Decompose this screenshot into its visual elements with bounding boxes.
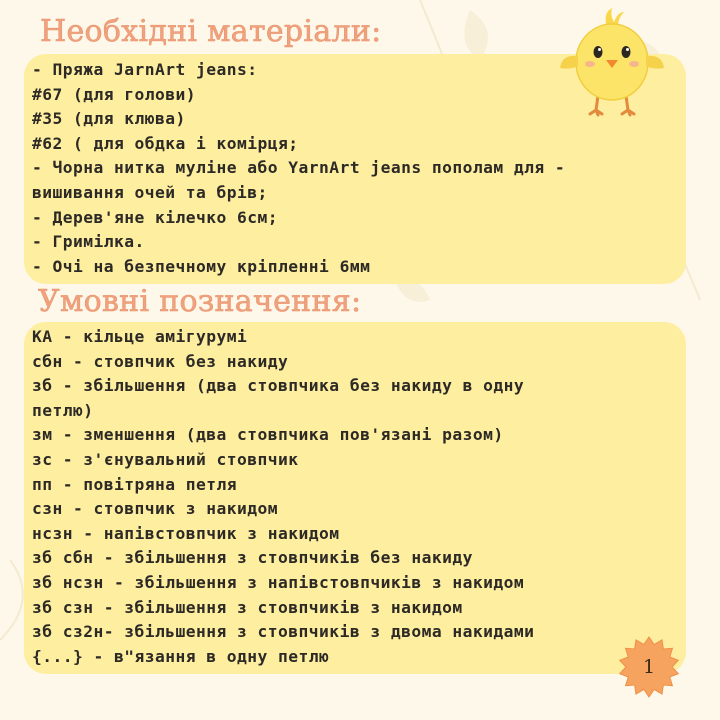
list-item: нсзн - напівстовпчик з накидом bbox=[32, 523, 340, 543]
list-item: - Гримілка. bbox=[32, 232, 145, 252]
list-item: КА - кільце амігурумі bbox=[32, 327, 248, 346]
materials-heading: Необхідні матеріали: bbox=[40, 14, 382, 49]
list-item: зб нсзн - збільшення з напівстовпчиків з накидом bbox=[32, 572, 525, 592]
materials-list bbox=[32, 58, 565, 279]
list-item: петлю) bbox=[32, 400, 94, 420]
list-item: #35 (для клюва) bbox=[32, 109, 186, 129]
list-item: #67 (для голови) bbox=[32, 84, 197, 104]
legend-heading: Умовні позначення: bbox=[38, 284, 362, 319]
list-item: зб сзн - збільшення з стовпчиків з накидом bbox=[32, 597, 463, 617]
list-item: зб сбн - збільшення з стовпчиків без накиду bbox=[32, 548, 473, 568]
list-item: пп - повітряна петля bbox=[32, 474, 238, 494]
legend-list bbox=[32, 325, 534, 669]
list-item: зб сз2н- збільшення з стовпчиків з двома накидами bbox=[32, 622, 535, 642]
list-item: сзн - стовпчик з накидом bbox=[32, 499, 279, 519]
page-number: 1 bbox=[642, 656, 656, 678]
list-item: - Пряжа JarnArt jeans: bbox=[32, 60, 258, 79]
list-item: {...} - в"язання в одну петлю bbox=[32, 646, 330, 666]
chick-icon bbox=[556, 4, 668, 118]
list-item: зм - зменшення (два стовпчика пов'язані разом) bbox=[32, 425, 504, 445]
list-item: зс - з'єнувальний стовпчик bbox=[32, 449, 299, 469]
list-item: вишивання очей та брів; bbox=[32, 182, 268, 202]
list-item: сбн - стовпчик без накиду bbox=[32, 351, 289, 371]
list-item: - Дерев'яне кілечко 6см; bbox=[32, 207, 279, 227]
list-item: зб - збільшення (два стовпчика без накиду в одну bbox=[32, 376, 525, 396]
list-item: #62 ( для обдка і комірця; bbox=[32, 133, 299, 153]
list-item: - Чорна нитка муліне або YarnArt jeans пополам для - bbox=[32, 158, 566, 178]
list-item: - Очі на безпечному кріпленні 6мм bbox=[32, 256, 371, 276]
